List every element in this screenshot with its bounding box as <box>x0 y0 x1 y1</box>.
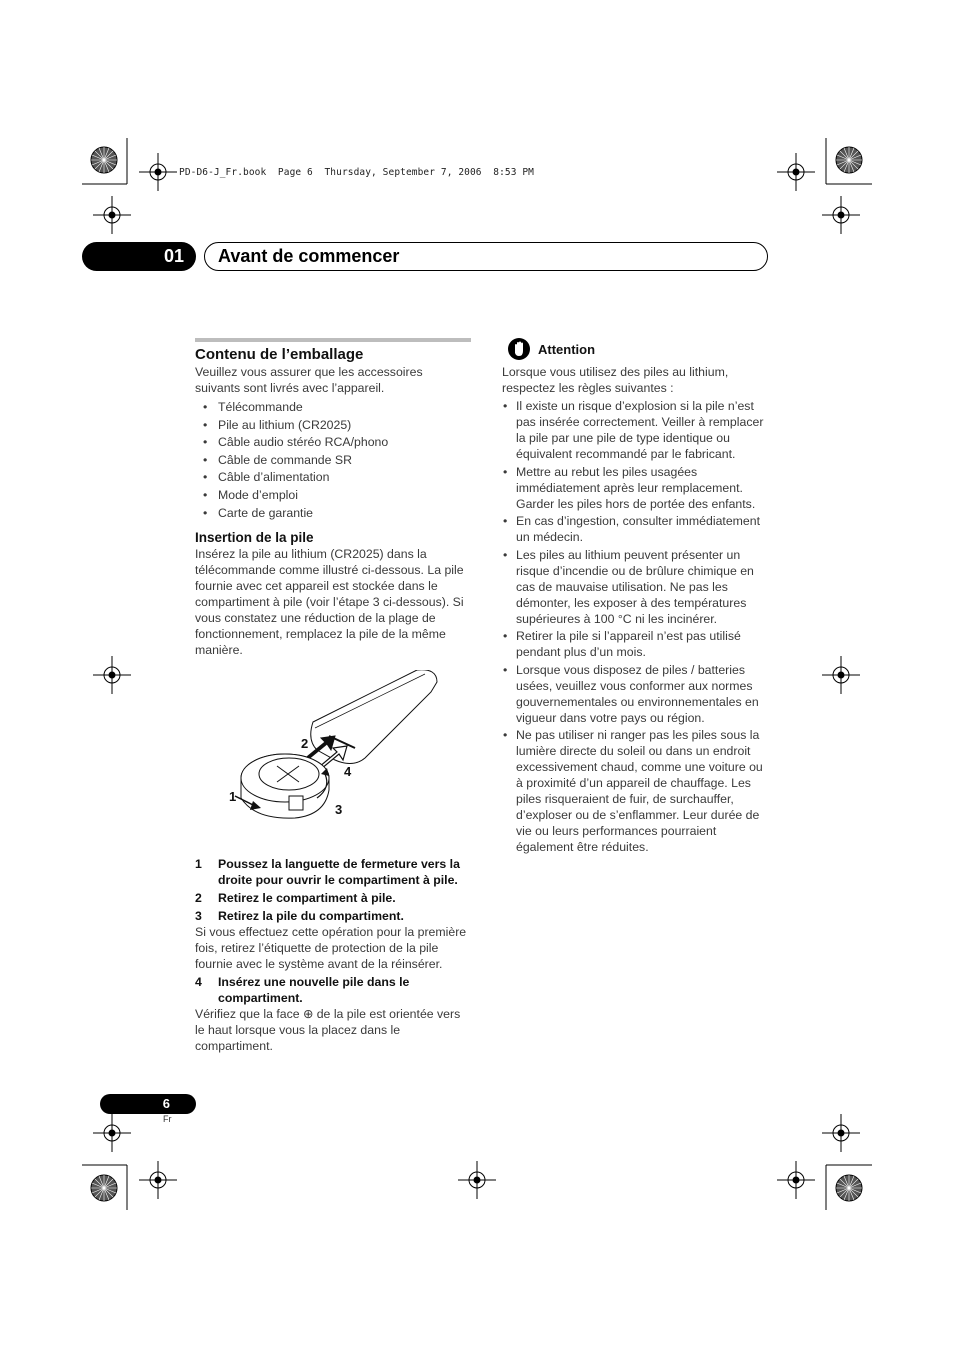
list-item: • Câble audio stéréo RCA/phono <box>203 434 471 452</box>
attention-list <box>502 398 770 855</box>
step-note: Vérifiez que la face ⊕ de la pile est orientée vers le haut lorsque vous la placez dans le compartiment. <box>195 1007 461 1054</box>
list-item: • Ne pas utiliser ni ranger pas les piles sous la lumière directe du soleil ou dans un endroit excessivement chaud, comme une voiture ou à proximité d’un appareil de chauffage. Les piles risqueraient de fuir, de surchauffer, d’exploser ou de s’enflammer. Leur durée de vie ou leurs performances pourraient également être réduites. <box>502 727 770 855</box>
list-item: • Mettre au rebut les piles usagées immédiatement après leur remplacement. Garder les piles hors de portée des enfants. <box>502 464 770 512</box>
battery-illustration <box>195 670 471 848</box>
step-note: Si vous effectuez cette opération pour la première fois, retirez l’étiquette de protection de la pile fournie avec le système avant de la réinsérer. <box>195 925 467 972</box>
step-item: 3 Retirez la pile du compartiment. <box>195 909 404 924</box>
step-item: 1 Poussez la languette de fermeture vers la droite pour ouvrir le compartiment à pile. <box>195 857 460 888</box>
contents-list <box>195 399 471 522</box>
list-item: • Télécommande <box>203 399 471 417</box>
right-column <box>502 338 770 857</box>
battery-title: Insertion de la pile <box>195 530 314 546</box>
figure-label-2: 2 <box>301 736 309 752</box>
remote-battery-drawing <box>195 670 471 848</box>
page-number: 6 <box>100 1094 196 1114</box>
section-rule <box>195 338 471 342</box>
attention-label: Attention <box>538 341 596 357</box>
contents-title: Contenu de l’emballage <box>195 346 364 363</box>
list-item: • Les piles au lithium peuvent présenter un risque d’incendie ou de brûlure chimique en cas de mauvaise utilisation. Ne pas les démonter, les exposer à des températures supérieures à 100 °C ni les incinérer. <box>502 547 770 627</box>
list-item: • Câble d’alimentation <box>203 469 471 487</box>
left-column <box>195 338 471 1054</box>
list-item: • En cas d’ingestion, consulter immédiatement un médecin. <box>502 513 770 545</box>
contents-intro: Veuillez vous assurer que les accessoires suivants sont livrés avec l’appareil. <box>195 365 423 395</box>
step-item: 4 Insérez une nouvelle pile dans le compartiment. <box>195 975 410 1006</box>
list-item: • Lorsque vous disposez de piles / batteries usées, veuillez vous conformer aux normes gouvernementales ou environnementales en vigueur dans votre pays ou région. <box>502 662 770 726</box>
step-item: 2 Retirez le compartiment à pile. <box>195 891 396 906</box>
figure-label-4: 4 <box>344 764 352 780</box>
language-code: Fr <box>163 1114 172 1124</box>
list-item: • Câble de commande SR <box>203 452 471 470</box>
attention-intro: Lorsque vous utilisez des piles au lithium, respectez les règles suivantes : <box>502 365 729 395</box>
print-header: PD-D6-J_Fr.book Page 6 Thursday, September 7, 2006 8:53 PM <box>179 167 534 178</box>
attention-header <box>502 338 770 360</box>
list-item: • Carte de garantie <box>203 505 471 523</box>
figure-label-3: 3 <box>335 802 343 818</box>
list-item: • Pile au lithium (CR2025) <box>203 417 471 435</box>
steps-list <box>195 856 471 1054</box>
list-item: • Mode d’emploi <box>203 487 471 505</box>
figure-label-1: 1 <box>229 789 237 805</box>
chapter-title: Avant de commencer <box>204 242 768 271</box>
chapter-number: 01 <box>82 242 196 271</box>
battery-intro: Insérez la pile au lithium (CR2025) dans la télécommande comme illustré ci-dessous. La pile fournie avec cet appareil est stockée dans le compartiment à pile (voir l’étape 3 ci-dessous). Si vous constatez une réduction de la plage de fonctionnement, remplacez la pile de la même manière. <box>195 547 464 658</box>
list-item: • Il existe un risque d’explosion si la pile n’est pas insérée correctement. Veiller à remplacer la pile par une pile de type identique ou équivalent recommandé par le fabricant. <box>502 398 770 462</box>
hand-stop-icon <box>508 338 530 360</box>
list-item: • Retirer la pile si l’appareil n’est pas utilisé pendant plus d’un mois. <box>502 628 770 660</box>
